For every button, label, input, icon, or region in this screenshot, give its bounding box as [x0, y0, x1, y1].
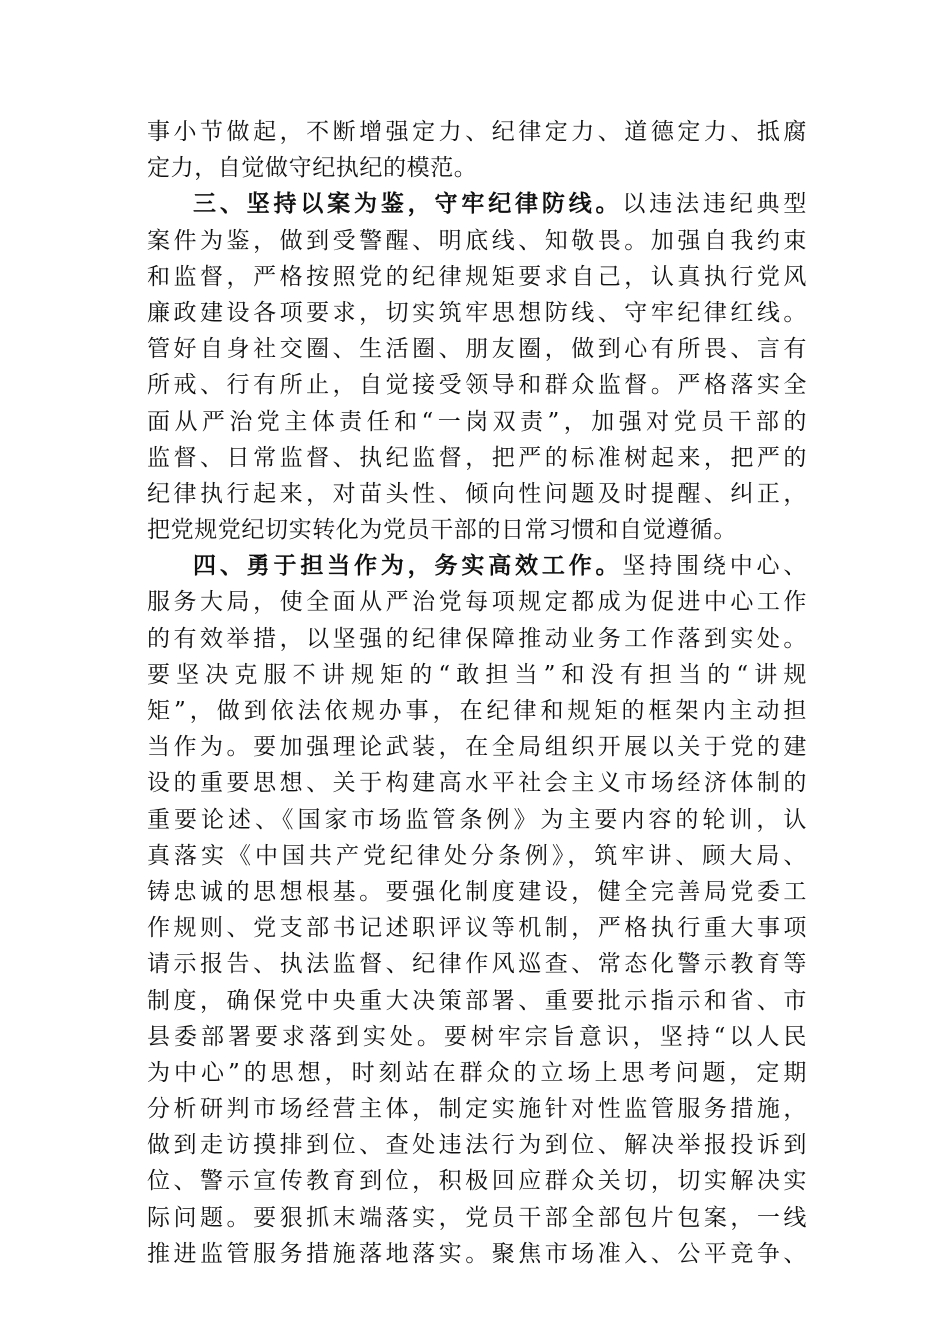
text-line: 所戒、行有所止，自觉接受领导和群众监督。严格落实全: [147, 372, 807, 399]
text-line: 的有效举措，以坚强的纪律保障推动业务工作落到实处。: [147, 625, 807, 652]
text-line: 作规则、党支部书记述职评议等机制，严格执行重大事项: [147, 915, 807, 942]
text-line: 监督、日常监督、执纪监督，把严的标准树起来，把严的: [147, 444, 807, 471]
section-three-heading: 三、坚持以案为鉴，守牢纪律防线。: [193, 191, 623, 218]
text-line: 纪律执行起来，对苗头性、倾向性问题及时提醒、纠正，: [147, 480, 807, 507]
text-line: 分析研判市场经营主体，制定实施针对性监管服务措施，: [147, 1096, 807, 1123]
text-span: 坚持围绕中心、: [622, 553, 807, 580]
text-span: 以违法违纪典型: [622, 191, 807, 218]
text-line: 位、警示宣传教育到位，积极回应群众关切，切实解决实: [147, 1168, 807, 1195]
text-line: 设的重要思想、关于构建高水平社会主义市场经济体制的: [147, 770, 807, 797]
text-line: 制度，确保党中央重大决策部署、重要批示指示和省、市: [147, 987, 807, 1014]
text-line: 真落实《中国共产党纪律处分条例》，筑牢讲、顾大局、: [147, 842, 807, 869]
text-line: 当作为。要加强理论武装，在全局组织开展以关于党的建: [147, 734, 807, 761]
text-line: 推进监管服务措施落地落实。聚焦市场准入、公平竞争、: [147, 1240, 807, 1267]
text-line: 要坚决克服不讲规矩的“敢担当”和没有担当的“讲规: [147, 661, 807, 688]
text-line: 请示报告、执法监督、纪律作风巡查、常态化警示教育等: [147, 951, 807, 978]
text-line: 管好自身社交圈、生活圈、朋友圈，做到心有所畏、言有: [147, 336, 807, 363]
body-text: [147, 114, 807, 1272]
text-line: 定力，自觉做守纪执纪的模范。: [147, 155, 478, 182]
section-four-heading: 四、勇于担当作为，务实高效工作。: [193, 553, 623, 580]
text-line: 际问题。要狠抓末端落实，党员干部全部包片包案，一线: [147, 1204, 807, 1231]
text-line: 事小节做起，不断增强定力、纪律定力、道德定力、抵腐: [147, 119, 807, 145]
text-line: 面从严治党主体责任和“一岗双责”，加强对党员干部的: [147, 408, 807, 435]
section-three-line: [147, 186, 807, 222]
text-line: 重要论述、《国家市场监管条例》为主要内容的轮训，认: [147, 806, 807, 833]
section-four-line: [147, 548, 807, 584]
text-line: 和监督，严格按照党的纪律规矩要求自己，认真执行党风: [147, 263, 807, 290]
text-line: 为中心”的思想，时刻站在群众的立场上思考问题，定期: [147, 1059, 807, 1086]
text-line: 铸忠诚的思想根基。要强化制度建设，健全完善局党委工: [147, 878, 807, 905]
text-line: 矩”，做到依法依规办事，在纪律和规矩的框架内主动担: [147, 698, 807, 724]
text-line: 廉政建设各项要求，切实筑牢思想防线、守牢纪律红线。: [147, 299, 807, 326]
text-line: 县委部署要求落到实处。要树牢宗旨意识，坚持“以人民: [147, 1023, 807, 1050]
text-line: 把党规党纪切实转化为党员干部的日常习惯和自觉遵循。: [147, 517, 737, 544]
text-line: 案件为鉴，做到受警醒、明底线、知敬畏。加强自我约束: [147, 227, 807, 254]
text-line: 做到走访摸排到位、查处违法行为到位、解决举报投诉到: [147, 1132, 807, 1159]
text-line: 服务大局，使全面从严治党每项规定都成为促进中心工作: [147, 589, 807, 616]
